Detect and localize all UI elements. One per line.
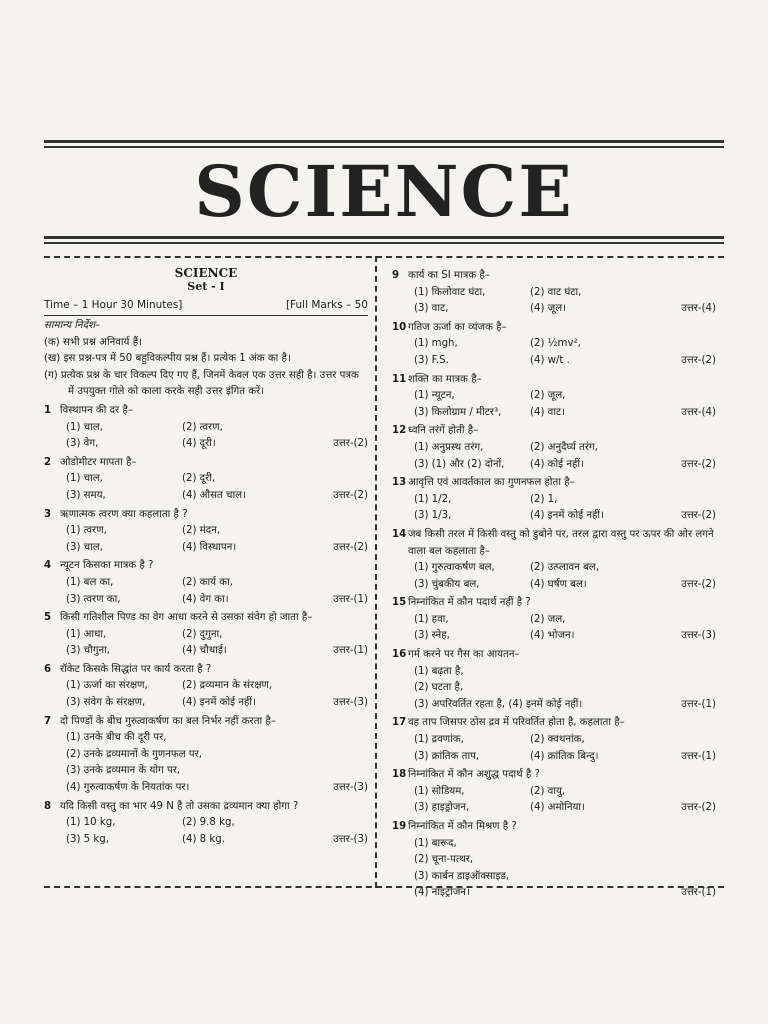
answer-blank [300,575,368,592]
option: (1) द्रवणांक, [414,734,464,746]
answer-label: उत्तर-(2) [333,438,368,450]
option: (4) भोजन। [530,630,575,642]
answer-label: उत्तर-(3) [333,782,368,794]
question-row [392,647,716,664]
option: (2) दूरी, [182,473,216,485]
options-grid [44,627,368,660]
option: (4) वेग का। [182,593,229,605]
question-text: दो पिण्डों के बीच गुरुत्वाकर्षण का बल निर्भर नहीं करता है– [60,715,276,727]
options-grid [392,612,716,645]
answer-label: उत्तर-(2) [681,458,716,470]
answer-blank [648,388,716,405]
option: (1) अनुप्रस्थ तरंग, [414,441,484,453]
question-number: 5 [44,612,52,624]
question-item [392,527,716,593]
option: (1) ऊर्जा का संरक्षण, [66,680,148,692]
answer-label: उत्तर-(3) [681,630,716,642]
option: (1) चाल, [66,421,103,433]
question-row [44,455,368,472]
question-row [392,320,716,337]
instruction-item: (ग) प्रत्येक प्रश्न के चार विकल्प दिए गए हैं, जिनमें केवल एक उत्तर सही है। उत्तर पत्रक में उपयुक्त गोले को काला करके सही उत्तर इंगित करें। [44,369,359,398]
question-item [44,714,368,797]
options-grid [44,678,368,711]
instruction-item: (क) सभी प्रश्न अनिवार्य हैं। [44,336,142,348]
question-number: 2 [44,456,52,468]
footer-dashed-rule [44,886,724,888]
question-item [392,372,716,422]
column-divider [375,256,377,888]
options-grid [392,492,716,525]
option: (2) उत्प्लावन बल, [530,562,600,574]
answer-blank [648,612,716,629]
question-row [44,799,368,816]
question-text: वह ताप जिसपर ठोस द्रव में परिवर्तित होता है, कहलाता है– [408,717,625,729]
question-number: 16 [392,649,407,661]
option: (1) 10 kg, [66,817,116,829]
option: (3) F.S. [414,354,449,366]
answer-label: उत्तर-(2) [681,510,716,522]
subject-banner [44,150,724,233]
option: (2) जूल, [530,390,566,402]
question-row [392,372,716,389]
option: (2) 1, [530,493,558,505]
question-row [392,767,716,784]
answer-blank [300,627,368,644]
option: (3) किलोग्राम / मीटर³, [414,406,502,418]
question-row [392,595,716,612]
option: (2) ½mv², [530,338,581,350]
answer-label: उत्तर-(3) [333,833,368,845]
option: (4) गुरुत्वाकर्षण के नियतांक पर। [66,782,190,794]
options-grid [44,471,368,504]
question-number: 9 [392,270,400,281]
option: (3) कार्बन डाइऑक्साइड, [414,870,510,882]
option: (1) बल का, [66,576,114,588]
left-column [44,266,368,848]
question-text: निम्नांकित में कौन पदार्थ नहीं है ? [408,597,531,609]
question-item [44,662,368,712]
option-line [392,836,716,853]
answer-blank [300,471,368,488]
option: (1) बारूद, [414,837,457,849]
question-text: गतिज ऊर्जा का व्यंजक है– [408,321,507,333]
question-item [44,507,368,557]
options-grid [392,388,716,421]
question-number: 11 [392,373,407,385]
option: (1) बढ़ता है, [414,665,464,677]
answer-label: उत्तर-(1) [333,593,368,605]
option: (2) वायु, [530,785,566,797]
option: (3) वेग, [66,438,99,450]
answer-label: उत्तर-(2) [333,489,368,501]
option: (1) गुरुत्वाकर्षण बल, [414,562,495,574]
options-grid [392,560,716,593]
question-item [44,558,368,608]
instruction-item: (ख) इस प्रश्न-पत्र में 50 बहुविकल्पीय प्रश्न हैं। प्रत्येक 1 अंक का है। [44,353,291,365]
option: (2) चूना-पत्थर, [414,854,474,866]
option: (2) कार्य का, [182,576,233,588]
option: (3) चाल, [66,541,103,553]
question-text: गर्म करने पर गैस का आयतन– [408,649,520,661]
answer-blank [648,784,716,801]
option: (2) द्रव्यमान के संरक्षण, [182,680,273,692]
option: (1) आधा, [66,628,107,640]
question-number: 13 [392,477,407,489]
question-number: 17 [392,717,407,729]
option: (2) जल, [530,613,566,625]
question-text: शक्ति का मात्रक है– [408,373,482,385]
option: (2) वाट घंटा, [530,286,582,298]
question-item [44,403,368,453]
question-text: किसी गतिशील पिण्ड का वेग आधा करने से उसका संवेग हो जाता है– [60,612,313,624]
option: (3) हाइड्रोजन, [414,802,470,814]
option: (3) स्नेह, [414,630,450,642]
option: (4) इनमें कोई नहीं। [182,697,256,709]
question-item [392,320,716,370]
question-item [44,610,368,660]
question-row [44,714,368,731]
option: (3) त्वरण का, [66,593,121,605]
answer-blank [648,440,716,457]
questions-left [44,403,368,848]
option: (3) अपरिवर्तित रहता है, (4) इनमें कोई नहीं। [414,698,583,710]
question-number: 18 [392,769,407,781]
question-number: 12 [392,425,407,437]
option: (3) चौगुना, [66,645,111,657]
question-text: विस्थापन की दर है– [60,404,133,416]
option: (4) औसत चाल। [182,489,246,501]
option: (4) नाइट्रोजन। [414,887,470,899]
answer-label: उत्तर-(1) [333,645,368,657]
option: (4) जूल। [530,303,566,315]
options-grid [392,732,716,765]
question-number: 1 [44,404,52,416]
option: (2) मंदन, [182,525,221,537]
option: (2) घटता है, [414,682,464,694]
question-text: ओडोमीटर मापता है– [60,456,137,468]
option-line [392,869,716,886]
option: (1) न्यूटन, [414,390,455,402]
options-grid [44,420,368,453]
question-text: ध्वनि तरंगें होती है– [408,425,479,437]
answer-blank [300,523,368,540]
set-title: SCIENCE [174,266,238,280]
question-item [392,595,716,645]
option-line [44,780,368,797]
option: (4) वाट। [530,406,565,418]
answer-label: उत्तर-(3) [333,697,368,709]
option: (4) चौथाई। [182,645,227,657]
question-row [392,715,716,732]
answer-blank [648,560,716,577]
question-item [392,475,716,525]
questions-right [392,268,716,902]
option: (1) त्वरण, [66,525,107,537]
question-number: 14 [392,528,407,540]
option: (1) चाल, [66,473,103,485]
option: (3) चुंबकीय बल, [414,578,480,590]
option-line [392,697,716,714]
question-row [44,558,368,575]
top-double-rule [44,140,724,148]
option: (4) क्रांतिक बिन्दु। [530,750,599,762]
header-dashed-rule [44,256,724,258]
option-line [44,730,368,747]
answer-label: उत्तर-(2) [681,354,716,366]
option: (2) उनके द्रव्यमानों के गुणनफल पर, [66,748,203,760]
question-number: 10 [392,321,407,333]
options-grid [44,815,368,848]
options-grid [44,575,368,608]
options-grid [392,784,716,817]
options-grid [392,440,716,473]
option: (2) दुगुना, [182,628,223,640]
question-item [392,268,716,318]
option-line [44,747,368,764]
question-number: 7 [44,715,52,727]
question-item [392,767,716,817]
answer-label: उत्तर-(1) [681,698,716,710]
question-text: आवृत्ति एवं आवर्तकाल का गुणनफल होता है– [408,477,575,489]
answer-label: उत्तर-(4) [681,303,716,315]
option: (1) सोडियम, [414,785,465,797]
option: (4) अमोनिया। [530,802,585,814]
question-text: जब किसी तरल में किसी वस्तु को डुबोने पर, तरल द्वारा वस्तु पर ऊपर की ओर लगने वाला बल कहलाता है– [408,528,714,557]
question-number: 15 [392,597,407,609]
option: (4) घर्षण बल। [530,578,587,590]
question-text: यदि किसी वस्तु का भार 49 N है तो उसका द्रव्यमान क्या होगा ? [60,800,299,812]
question-item [392,647,716,713]
option: (3) (1) और (2) दोनों, [414,458,505,470]
bottom-double-rule [44,236,724,244]
right-column [392,266,716,902]
option: (4) 8 kg. [182,833,225,845]
answer-blank [648,336,716,353]
question-text: निम्नांकित में कौन अशुद्ध पदार्थ है ? [408,769,540,781]
option-line [392,680,716,697]
option: (4) विस्थापन। [182,541,237,553]
question-text: रॉकेट किसके सिद्धांत पर कार्य करता है ? [60,663,212,675]
answer-blank [300,678,368,695]
option: (1) उनके बीच की दूरी पर, [66,732,167,744]
question-number: 4 [44,560,52,572]
answer-label: उत्तर-(1) [681,750,716,762]
option: (4) कोई नहीं। [530,458,584,470]
option-line [392,852,716,869]
question-text: कार्य का SI मात्रक है– [408,270,490,281]
option: (2) 9.8 kg, [182,817,235,829]
option: (1) mgh, [414,338,458,350]
question-row [392,527,716,560]
question-number: 3 [44,508,52,520]
answer-blank [300,420,368,437]
option-line [392,664,716,681]
answer-label: उत्तर-(2) [681,578,716,590]
answer-blank [648,285,716,302]
question-number: 8 [44,800,52,812]
option: (3) क्रांतिक ताप, [414,750,480,762]
question-text: न्यूटन किसका मात्रक है ? [60,560,154,572]
answer-label: उत्तर-(2) [333,541,368,553]
option: (3) 1/3, [414,510,452,522]
answer-blank [300,815,368,832]
answer-label: उत्तर-(1) [681,887,716,899]
option: (3) संवेग के संरक्षण, [66,697,146,709]
answer-label: उत्तर-(2) [681,802,716,814]
option: (3) समय, [66,489,106,501]
instructions-title: सामान्य निर्देश– [44,320,101,331]
set-subtitle: Set - I [187,280,225,293]
option: (4) इनमें कोई नहीं। [530,510,604,522]
option: (3) 5 kg, [66,833,109,845]
question-item [392,715,716,765]
question-row [392,819,716,836]
question-item [392,819,716,902]
question-item [44,799,368,849]
answer-label: उत्तर-(4) [681,406,716,418]
time-marks-line [44,298,368,316]
option: (1) हवा, [414,613,449,625]
question-row [44,610,368,627]
question-text: निम्नांकित में कौन मिश्रण है ? [408,821,517,832]
question-item [44,455,368,505]
question-row [392,268,716,285]
question-row [44,507,368,524]
time-text: Time – 1 Hour 30 Minutes] [44,299,183,311]
banner-title: SCIENCE [194,150,574,233]
option: (1) 1/2, [414,493,452,505]
question-number: 6 [44,663,52,675]
question-row [392,475,716,492]
answer-blank [648,732,716,749]
question-item [392,423,716,473]
option: (2) क्वथनांक, [530,734,585,746]
option: (3) वाट, [414,303,449,315]
option: (4) w/t . [530,354,570,366]
option: (2) अनुदैर्घ्य तरंग, [530,441,598,453]
question-number: 19 [392,821,407,832]
option: (3) उनके द्रव्यमान के योग पर, [66,765,181,777]
question-text: ऋणात्मक त्वरण क्या कहलाता है ? [60,508,188,520]
question-row [392,423,716,440]
options-grid [392,336,716,369]
option-line [44,763,368,780]
question-row [44,662,368,679]
marks-text: [Full Marks – 50 [285,299,368,311]
options-grid [44,523,368,556]
answer-blank [648,492,716,509]
options-grid [392,285,716,318]
option: (4) दूरी। [182,438,216,450]
option: (1) किलोवाट घंटा, [414,286,486,298]
option: (2) त्वरण, [182,421,223,433]
question-row [44,403,368,420]
